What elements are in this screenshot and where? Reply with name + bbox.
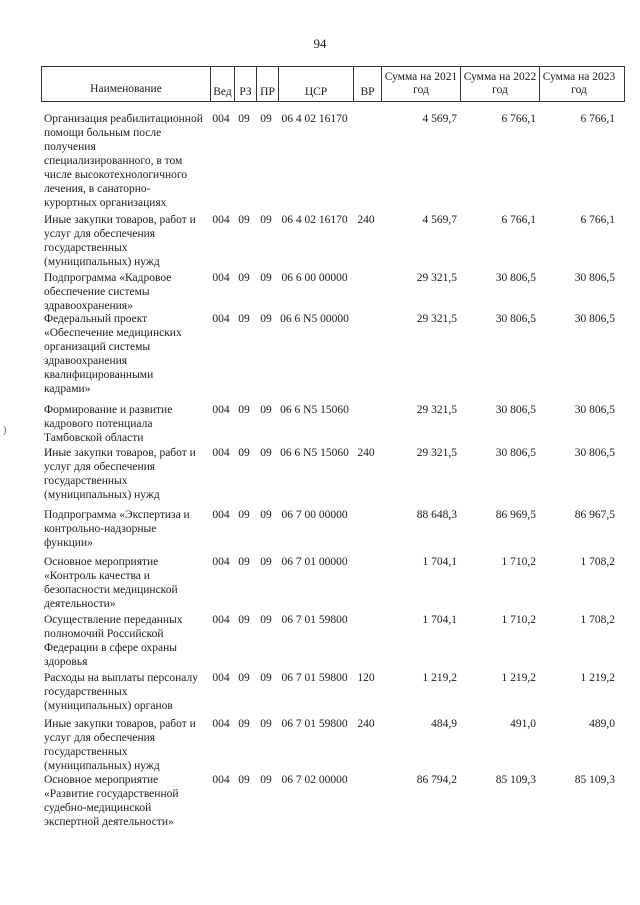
row-rz: 09 xyxy=(238,556,250,568)
row-name-line: (муниципальных) органов xyxy=(44,700,173,712)
row-name-line: деятельности» xyxy=(44,598,116,610)
row-pr: 09 xyxy=(260,718,272,730)
row-name-line: безопасности медицинской xyxy=(44,584,178,596)
row-sum-2021: 29 321,5 xyxy=(416,313,457,325)
table-row xyxy=(41,773,625,829)
row-name-line: здоровья xyxy=(44,656,88,668)
row-csr: 06 7 01 59800 xyxy=(281,614,348,626)
row-name-line: услуг для обеспечения xyxy=(44,228,156,240)
row-name-line: Иные закупки товаров, работ и xyxy=(44,214,196,226)
row-sum-2022: 1 710,2 xyxy=(501,556,536,568)
row-vr xyxy=(352,555,380,611)
row-csr: 06 6 00 00000 xyxy=(281,272,348,284)
row-csr: 06 4 02 16170 xyxy=(281,113,348,125)
row-name-line: квалифицированными xyxy=(44,369,154,381)
budget-table xyxy=(41,66,625,828)
row-rz: 09 xyxy=(238,313,250,325)
row-ved: 004 xyxy=(212,313,230,325)
row-sum-2022: 30 806,5 xyxy=(495,313,536,325)
row-sum-2022: 1 710,2 xyxy=(501,614,536,626)
row-vr xyxy=(352,271,380,313)
row-name-line: (муниципальных) нужд xyxy=(44,760,160,772)
row-sum-2022: 85 109,3 xyxy=(495,774,536,786)
row-csr: 06 7 01 00000 xyxy=(281,556,348,568)
header-ved: Вед xyxy=(210,67,234,101)
row-csr: 06 6 N5 15060 xyxy=(280,447,349,459)
row-name-line: Основное мероприятие xyxy=(44,774,159,786)
row-sum-2023: 30 806,5 xyxy=(574,404,615,416)
row-sum-2021: 86 794,2 xyxy=(416,774,457,786)
header-pr: ПР xyxy=(256,67,278,101)
header-csr: ЦСР xyxy=(278,67,353,101)
row-name-line: Осуществление переданных xyxy=(44,614,183,626)
row-name-line: Федеральный проект xyxy=(44,313,148,325)
row-sum-2021: 1 704,1 xyxy=(422,556,457,568)
row-sum-2021: 29 321,5 xyxy=(416,272,457,284)
table-row xyxy=(41,112,625,210)
table-row xyxy=(41,555,625,611)
row-name-line: кадрами» xyxy=(44,383,91,395)
row-vr xyxy=(352,773,380,829)
row-name xyxy=(41,112,209,210)
row-name-line: экспертной деятельности» xyxy=(44,816,174,828)
row-sum-2022: 6 766,1 xyxy=(501,113,536,125)
header-sum-2022: Сумма на 2022 год xyxy=(460,67,539,101)
header-rz: РЗ xyxy=(234,67,256,101)
header-sum-2023: Сумма на 2023 год xyxy=(539,67,618,101)
row-ved: 004 xyxy=(212,672,230,684)
row-sum-2023: 1 219,2 xyxy=(580,672,615,684)
row-sum-2023: 6 766,1 xyxy=(580,214,615,226)
row-name-line: лечения, в санаторно- xyxy=(44,183,151,195)
row-name-line: здравоохранения» xyxy=(44,300,133,312)
row-ved: 004 xyxy=(212,774,230,786)
table-row xyxy=(41,213,625,269)
row-name-line: «Развитие государственной xyxy=(44,788,179,800)
row-vr: 240 xyxy=(357,718,375,730)
row-pr: 09 xyxy=(260,214,272,226)
row-name-line: услуг для обеспечения xyxy=(44,732,156,744)
row-sum-2022: 30 806,5 xyxy=(495,404,536,416)
row-name-line: «Контроль качества и xyxy=(44,570,150,582)
row-name xyxy=(41,271,209,313)
row-csr: 06 7 02 00000 xyxy=(281,774,348,786)
row-name xyxy=(41,403,209,445)
row-name-line: Иные закупки товаров, работ и xyxy=(44,718,196,730)
row-pr: 09 xyxy=(260,614,272,626)
row-name xyxy=(41,213,209,269)
row-rz: 09 xyxy=(238,672,250,684)
row-name-line: государственных xyxy=(44,746,128,758)
row-csr: 06 7 01 59800 xyxy=(281,672,348,684)
row-ved: 004 xyxy=(212,614,230,626)
row-sum-2022: 491,0 xyxy=(510,718,536,730)
row-name-line: функции» xyxy=(44,537,93,549)
row-pr: 09 xyxy=(260,556,272,568)
row-sum-2023: 30 806,5 xyxy=(574,272,615,284)
row-name-line: полномочий Российской xyxy=(44,628,164,640)
row-name-line: государственных xyxy=(44,475,128,487)
row-rz: 09 xyxy=(238,214,250,226)
row-ved: 004 xyxy=(212,556,230,568)
row-name xyxy=(41,773,209,829)
row-sum-2022: 1 219,2 xyxy=(501,672,536,684)
row-name-line: обеспечение системы xyxy=(44,286,150,298)
table-row xyxy=(41,403,625,445)
row-vr xyxy=(352,312,380,396)
row-rz: 09 xyxy=(238,614,250,626)
table-row xyxy=(41,613,625,669)
row-name-line: помощи больным после xyxy=(44,127,162,139)
table-row xyxy=(41,271,625,313)
row-name-line: (муниципальных) нужд xyxy=(44,489,160,501)
row-ved: 004 xyxy=(212,509,230,521)
row-ved: 004 xyxy=(212,447,230,459)
row-sum-2023: 1 708,2 xyxy=(580,614,615,626)
row-pr: 09 xyxy=(260,113,272,125)
row-sum-2022: 30 806,5 xyxy=(495,447,536,459)
row-pr: 09 xyxy=(260,447,272,459)
row-ved: 004 xyxy=(212,718,230,730)
row-name-line: контрольно-надзорные xyxy=(44,523,157,535)
row-name-line: курортных организациях xyxy=(44,197,167,209)
row-csr: 06 6 N5 00000 xyxy=(280,313,349,325)
row-sum-2022: 6 766,1 xyxy=(501,214,536,226)
row-csr: 06 7 01 59800 xyxy=(281,718,348,730)
row-sum-2021: 1 704,1 xyxy=(422,614,457,626)
row-name-line: Организация реабилитационной xyxy=(44,113,203,125)
header-vr: ВР xyxy=(353,67,381,101)
row-name-line: (муниципальных) нужд xyxy=(44,256,160,268)
row-csr: 06 4 02 16170 xyxy=(281,214,348,226)
row-name xyxy=(41,671,209,713)
table-row xyxy=(41,717,625,773)
row-name xyxy=(41,312,209,396)
row-name-line: Подпрограмма «Кадровое xyxy=(44,272,172,284)
row-sum-2023: 489,0 xyxy=(589,718,615,730)
row-name-line: специализированного, в том xyxy=(44,155,183,167)
row-name-line: Тамбовской области xyxy=(44,432,144,444)
row-sum-2023: 30 806,5 xyxy=(574,447,615,459)
row-name-line: Формирование и развитие xyxy=(44,404,173,416)
row-csr: 06 6 N5 15060 xyxy=(280,404,349,416)
row-pr: 09 xyxy=(260,313,272,325)
row-sum-2021: 29 321,5 xyxy=(416,404,457,416)
row-name xyxy=(41,555,209,611)
header-sum-2021: Сумма на 2021 год xyxy=(381,67,460,101)
row-rz: 09 xyxy=(238,509,250,521)
row-sum-2023: 30 806,5 xyxy=(574,313,615,325)
table-header-row xyxy=(41,66,625,102)
row-ved: 004 xyxy=(212,404,230,416)
row-vr xyxy=(352,613,380,669)
row-name-line: получения xyxy=(44,141,96,153)
row-sum-2022: 86 969,5 xyxy=(495,509,536,521)
row-sum-2021: 484,9 xyxy=(431,718,457,730)
row-name-line: числе высокотехнологичного xyxy=(44,169,188,181)
row-vr: 240 xyxy=(357,447,375,459)
row-name-line: государственных xyxy=(44,242,128,254)
row-name-line: Основное мероприятие xyxy=(44,556,159,568)
row-pr: 09 xyxy=(260,672,272,684)
row-pr: 09 xyxy=(260,509,272,521)
row-rz: 09 xyxy=(238,447,250,459)
row-vr xyxy=(352,508,380,550)
table-row xyxy=(41,671,625,713)
row-name xyxy=(41,717,209,773)
row-vr: 120 xyxy=(357,672,375,684)
row-vr xyxy=(352,112,380,210)
row-ved: 004 xyxy=(212,272,230,284)
table-row xyxy=(41,312,625,396)
row-name-line: Иные закупки товаров, работ и xyxy=(44,447,196,459)
row-name-line: «Обеспечение медицинских xyxy=(44,327,182,339)
row-name xyxy=(41,613,209,669)
table-row xyxy=(41,446,625,502)
row-name-line: Расходы на выплаты персоналу xyxy=(44,672,198,684)
row-name-line: кадрового потенциала xyxy=(44,418,153,430)
row-sum-2023: 86 967,5 xyxy=(574,509,615,521)
row-vr xyxy=(352,403,380,445)
row-name-line: Подпрограмма «Экспертиза и xyxy=(44,509,190,521)
row-name-line: судебно-медицинской xyxy=(44,802,152,814)
table-row xyxy=(41,508,625,550)
row-sum-2021: 88 648,3 xyxy=(416,509,457,521)
row-csr: 06 7 00 00000 xyxy=(281,509,348,521)
row-sum-2021: 1 219,2 xyxy=(422,672,457,684)
row-sum-2023: 85 109,3 xyxy=(574,774,615,786)
row-name-line: здравоохранения xyxy=(44,355,128,367)
row-pr: 09 xyxy=(260,774,272,786)
row-vr: 240 xyxy=(357,214,375,226)
row-pr: 09 xyxy=(260,272,272,284)
row-sum-2023: 6 766,1 xyxy=(580,113,615,125)
row-name-line: услуг для обеспечения xyxy=(44,461,156,473)
header-name: Наименование xyxy=(90,83,162,96)
row-ved: 004 xyxy=(212,113,230,125)
row-sum-2022: 30 806,5 xyxy=(495,272,536,284)
row-name-line: организаций системы xyxy=(44,341,151,353)
row-sum-2021: 29 321,5 xyxy=(416,447,457,459)
row-sum-2021: 4 569,7 xyxy=(422,214,457,226)
row-name-line: государственных xyxy=(44,686,128,698)
row-rz: 09 xyxy=(238,404,250,416)
row-name xyxy=(41,508,209,550)
row-name-line: Федерации в сфере охраны xyxy=(44,642,177,654)
margin-mark: ) xyxy=(3,425,7,436)
page-number: 94 xyxy=(313,36,327,51)
row-sum-2021: 4 569,7 xyxy=(422,113,457,125)
row-sum-2023: 1 708,2 xyxy=(580,556,615,568)
row-rz: 09 xyxy=(238,113,250,125)
row-pr: 09 xyxy=(260,404,272,416)
row-ved: 004 xyxy=(212,214,230,226)
row-rz: 09 xyxy=(238,718,250,730)
row-name xyxy=(41,446,209,502)
row-rz: 09 xyxy=(238,272,250,284)
row-rz: 09 xyxy=(238,774,250,786)
